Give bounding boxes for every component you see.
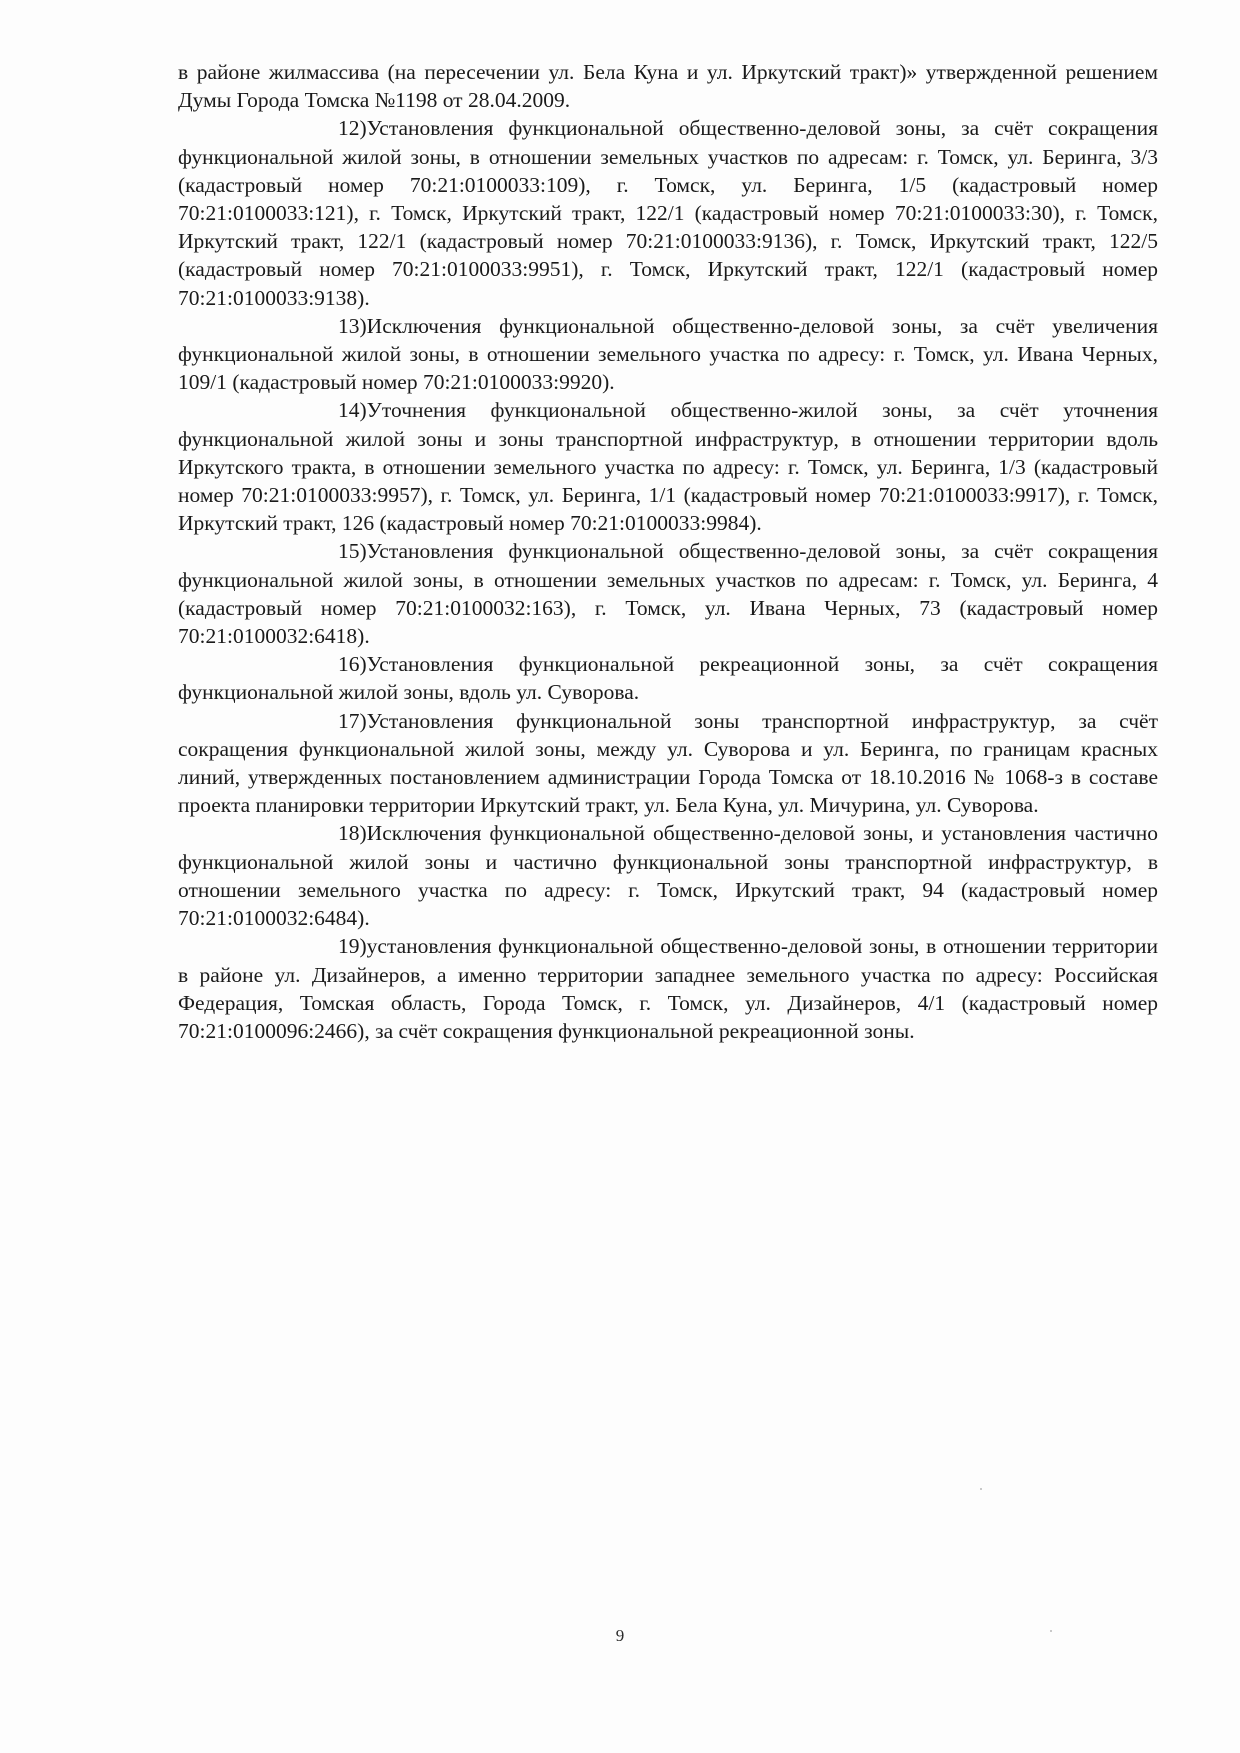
list-item-13 bbox=[178, 312, 1158, 397]
page-number: 9 bbox=[615, 1626, 625, 1645]
item-text: Установления функциональной зоны транспортной инфраструктур, за счёт сокращения функциональной жилой зоны, между ул. Суворова и ул. Беринга, по границам красных линий, утвержденных постановлением администрации Города Томска от 18.10.2016 № 1068-з в составе проекта планировки территории Иркутский тракт, ул. Бела Куна, ул. Мичурина, ул. Суворова. bbox=[178, 708, 1158, 818]
item-number: 12) bbox=[338, 116, 367, 141]
scan-speck bbox=[1050, 1630, 1052, 1632]
list-item-15 bbox=[178, 537, 1158, 650]
item-number: 13) bbox=[338, 313, 367, 338]
item-text: Уточнения функциональной общественно-жилой зоны, за счёт уточнения функциональной жилой зоны и зоны транспортной инфраструктур, в отношении территории вдоль Иркутского тракта, в отношении земельного участка по адресу: г. Томск, ул. Беринга, 1/3 (кадастровый номер 70:21:0100033:9957), г. Томск, ул. Беринга, 1/1 (кадастровый номер 70:21:0100033:9917), г. Томск, Иркутский тракт, 126 (кадастровый номер 70:21:0100033:9984). bbox=[178, 398, 1158, 536]
item-number: 14) bbox=[338, 398, 367, 423]
item-number: 19) bbox=[338, 934, 367, 959]
item-text: Установления функциональной общественно-деловой зоны, за счёт сокращения функциональной жилой зоны, в отношении земельных участков по адресам: г. Томск, ул. Беринга, 4 (кадастровый номер 70:21:0100032:163), г. Томск, ул. Ивана Черных, 73 (кадастровый номер 70:21:0100032:6418). bbox=[178, 539, 1158, 649]
item-number: 17) bbox=[338, 708, 367, 733]
scan-speck bbox=[980, 1488, 982, 1490]
item-text: установления функциональной общественно-деловой зоны, в отношении территории в районе ул. Дизайнеров, а именно территории западнее земельного участка по адресу: Российская Федерация, Томская область, Города Томск, г. Томск, ул. Дизайнеров, 4/1 (кадастровый номер 70:21:0100096:2466), за счёт сокращения функциональной рекреационной зоны. bbox=[178, 934, 1158, 1043]
item-text: Исключения функциональной общественно-деловой зоны, и установления частично функциональной жилой зоны и частично функциональной зоны транспортной инфраструктур, в отношении земельного участка по адресу: г. Томск, Иркутский тракт, 94 (кадастровый номер 70:21:0100032:6484). bbox=[178, 821, 1158, 931]
list-item-16 bbox=[178, 650, 1158, 706]
item-number: 15) bbox=[338, 539, 367, 564]
list-item-19 bbox=[178, 932, 1158, 1045]
intro-paragraph: в районе жилмассива (на пересечении ул. Бела Куна и ул. Иркутский тракт)» утвержденной решением Думы Города Томска №1198 от 28.04.2009. bbox=[178, 60, 1158, 113]
item-text: Установления функциональной рекреационной зоны, за счёт сокращения функциональной жилой зоны, вдоль ул. Суворова. bbox=[178, 652, 1158, 705]
list-item-17 bbox=[178, 707, 1158, 820]
item-number: 18) bbox=[338, 821, 367, 846]
list-item-12 bbox=[178, 114, 1158, 311]
list-item-18 bbox=[178, 819, 1158, 932]
item-text: Исключения функциональной общественно-деловой зоны, за счёт увеличения функциональной жилой зоны, в отношении земельного участка по адресу: г. Томск, ул. Ивана Черных, 109/1 (кадастровый номер 70:21:0100033:9920). bbox=[178, 313, 1158, 395]
document-body bbox=[178, 58, 1158, 1045]
item-number: 16) bbox=[338, 652, 367, 677]
item-text: Установления функциональной общественно-деловой зоны, за счёт сокращения функциональной жилой зоны, в отношении земельных участков по адресам: г. Томск, ул. Беринга, 3/3 (кадастровый номер 70:21:0100033:109), г. Томск, ул. Беринга, 1/5 (кадастровый номер 70:21:0100033:121), г. Томск, Иркутский тракт, 122/1 (кадастровый номер 70:21:0100033:30), г. Томск, Иркутский тракт, 122/1 (кадастровый номер 70:21:0100033:9136), г. Томск, Иркутский тракт, 122/5 (кадастровый номер 70:21:0100033:9951), г. Томск, Иркутский тракт, 122/1 (кадастровый номер 70:21:0100033:9138). bbox=[178, 116, 1158, 310]
list-item-14 bbox=[178, 396, 1158, 537]
